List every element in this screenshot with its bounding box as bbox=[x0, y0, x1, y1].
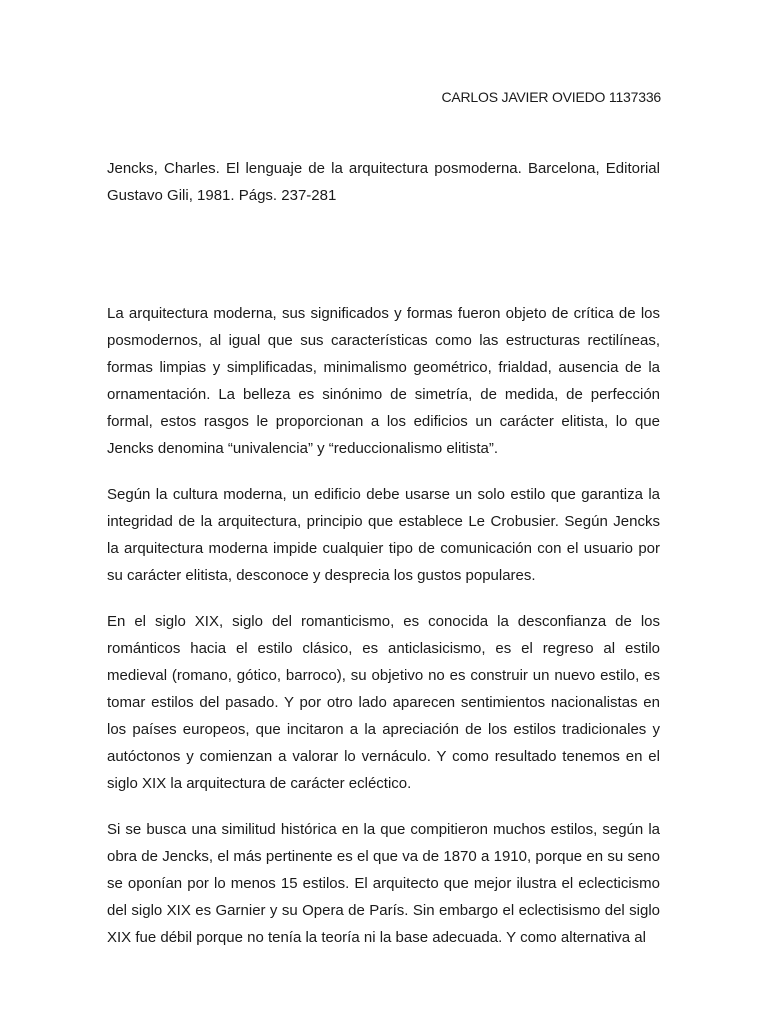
body-paragraph: Según la cultura moderna, un edificio debe usarse un solo estilo que garantiza la integridad de la arquitectura, principio que establece Le Crobusier. Según Jencks la arquitectura moderna impide cualquier tipo de comunicación con el usuario por su carácter elitista, desconoce y desprecia los gustos populares. bbox=[107, 486, 660, 584]
bibliographic-reference: Jencks, Charles. El lenguaje de la arquitectura posmoderna. Barcelona, Editorial Gustavo Gili, 1981. Págs. 237-281 bbox=[107, 160, 660, 204]
author-line: CARLOS JAVIER OVIEDO 1137336 bbox=[441, 89, 661, 105]
body-paragraph: La arquitectura moderna, sus significados y formas fueron objeto de crítica de los posmodernos, al igual que sus características como las estructuras rectilíneas, formas limpias y simplificadas, minimalismo geométrico, frialdad, ausencia de la ornamentación. La belleza es sinónimo de simetría, de medida, de perfección formal, estos rasgos le proporcionan a los edificios un carácter elitista, lo que Jencks denomina “univalencia” y “reduccionalismo elitista”. bbox=[107, 305, 660, 457]
body-paragraph: En el siglo XIX, siglo del romanticismo, es conocida la desconfianza de los románticos hacia el estilo clásico, es anticlasicismo, es el regreso al estilo medieval (romano, gótico, barroco), su objetivo no es construir un nuevo estilo, es tomar estilos del pasado. Y por otro lado aparecen sentimientos nacionalistas en los países europeos, que incitaron a la apreciación de los estilos tradicionales y autóctonos y comienzan a valorar lo vernáculo. Y como resultado tenemos en el siglo XIX la arquitectura de carácter ecléctico. bbox=[107, 613, 660, 792]
body-paragraph: Si se busca una similitud histórica en la que compitieron muchos estilos, según la obra de Jencks, el más pertinente es el que va de 1870 a 1910, porque en su seno se oponían por lo menos 15 estilos. El arquitecto que mejor ilustra el eclecticismo del siglo XIX es Garnier y su Opera de París. Sin embargo el eclectisismo del siglo XIX fue débil porque no tenía la teoría ni la base adecuada. Y como alternativa al bbox=[107, 821, 660, 946]
document-body bbox=[107, 300, 660, 970]
